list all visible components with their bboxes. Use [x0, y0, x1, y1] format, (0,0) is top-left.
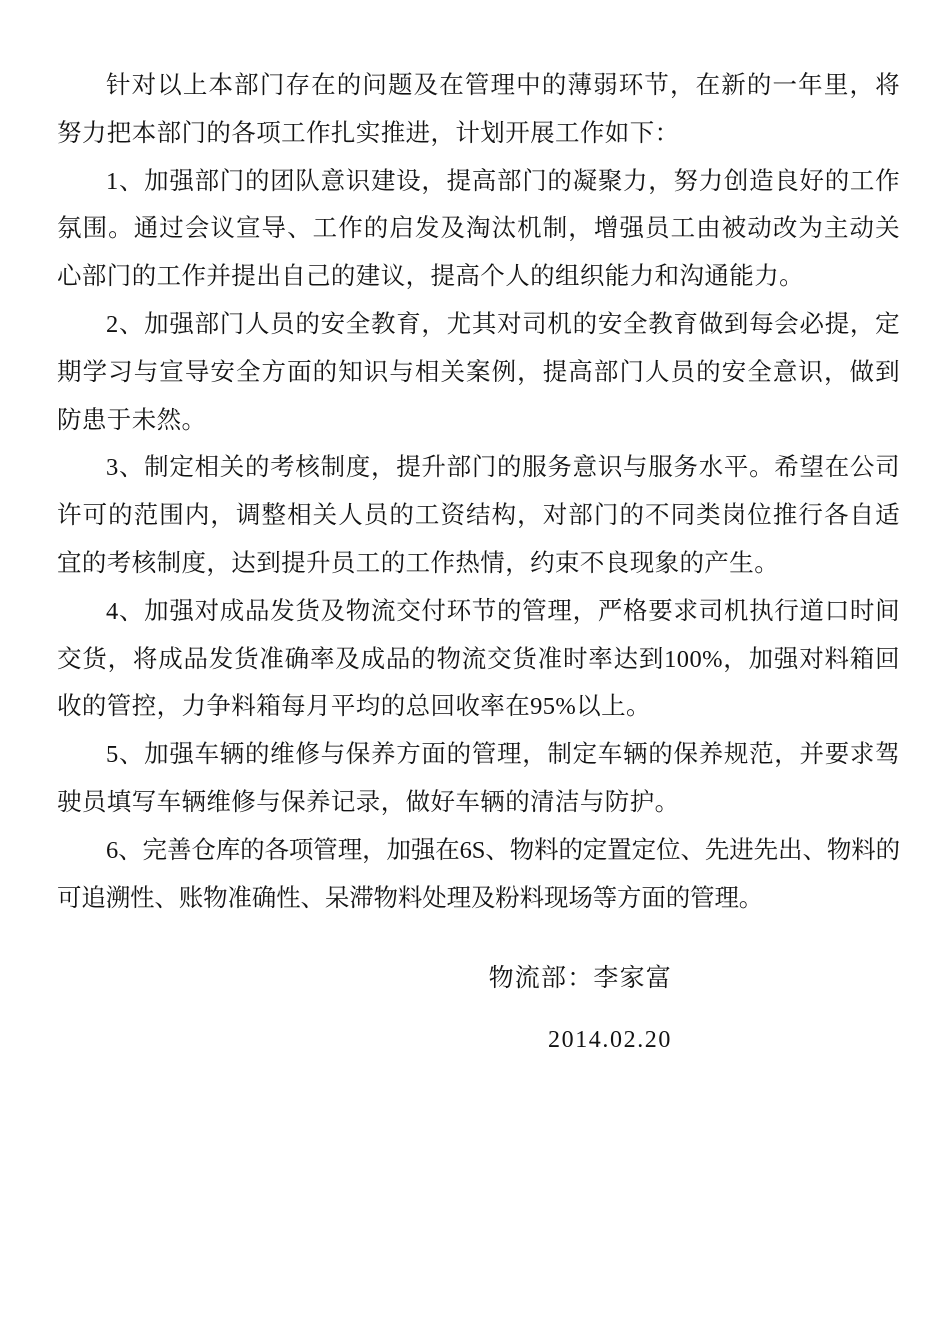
- signature-department-name: 物流部：李家富: [488, 965, 672, 992]
- paragraph-item-4: 4、加强对成品发货及物流交付环节的管理，严格要求司机执行道口时间交货，将成品发货准确率及成品的物流交货准时率达到100%，加强对料箱回收的管控，力争料箱每月平均的总回收率在95%以上。: [57, 597, 900, 721]
- paragraph-intro: 针对以上本部门存在的问题及在管理中的薄弱环节，在新的一年里，将努力把本部门的各项工作扎实推进，计划开展工作如下：: [57, 72, 900, 147]
- paragraph-item-1: 1、加强部门的团队意识建设，提高部门的凝聚力，努力创造良好的工作氛围。通过会议宣导、工作的启发及淘汰机制，增强员工由被动改为主动关心部门的工作并提出自己的建议，提高个人的组织能力和沟通能力。: [57, 167, 900, 291]
- signature-date: 2014.02.20: [548, 1026, 672, 1053]
- document-body: [57, 62, 900, 922]
- paragraph-item-5: 5、加强车辆的维修与保养方面的管理，制定车辆的保养规范，并要求驾驶员填写车辆维修与保养记录，做好车辆的清洁与防护。: [57, 741, 900, 816]
- signature-block: [57, 955, 672, 1060]
- paragraph-item-6: 6、完善仓库的各项管理，加强在6S、物料的定置定位、先进先出、物料的可追溯性、账物准确性、呆滞物料处理及粉料现场等方面的管理。: [57, 836, 900, 912]
- paragraph-item-3: 3、制定相关的考核制度，提升部门的服务意识与服务水平。希望在公司许可的范围内，调整相关人员的工资结构，对部门的不同类岗位推行各自适宜的考核制度，达到提升员工的工作热情，约束不良现象的产生。: [57, 454, 900, 577]
- paragraph-item-2: 2、加强部门人员的安全教育，尤其对司机的安全教育做到每会必提，定期学习与宣导安全方面的知识与相关案例，提高部门人员的安全意识，做到防患于未然。: [57, 310, 900, 434]
